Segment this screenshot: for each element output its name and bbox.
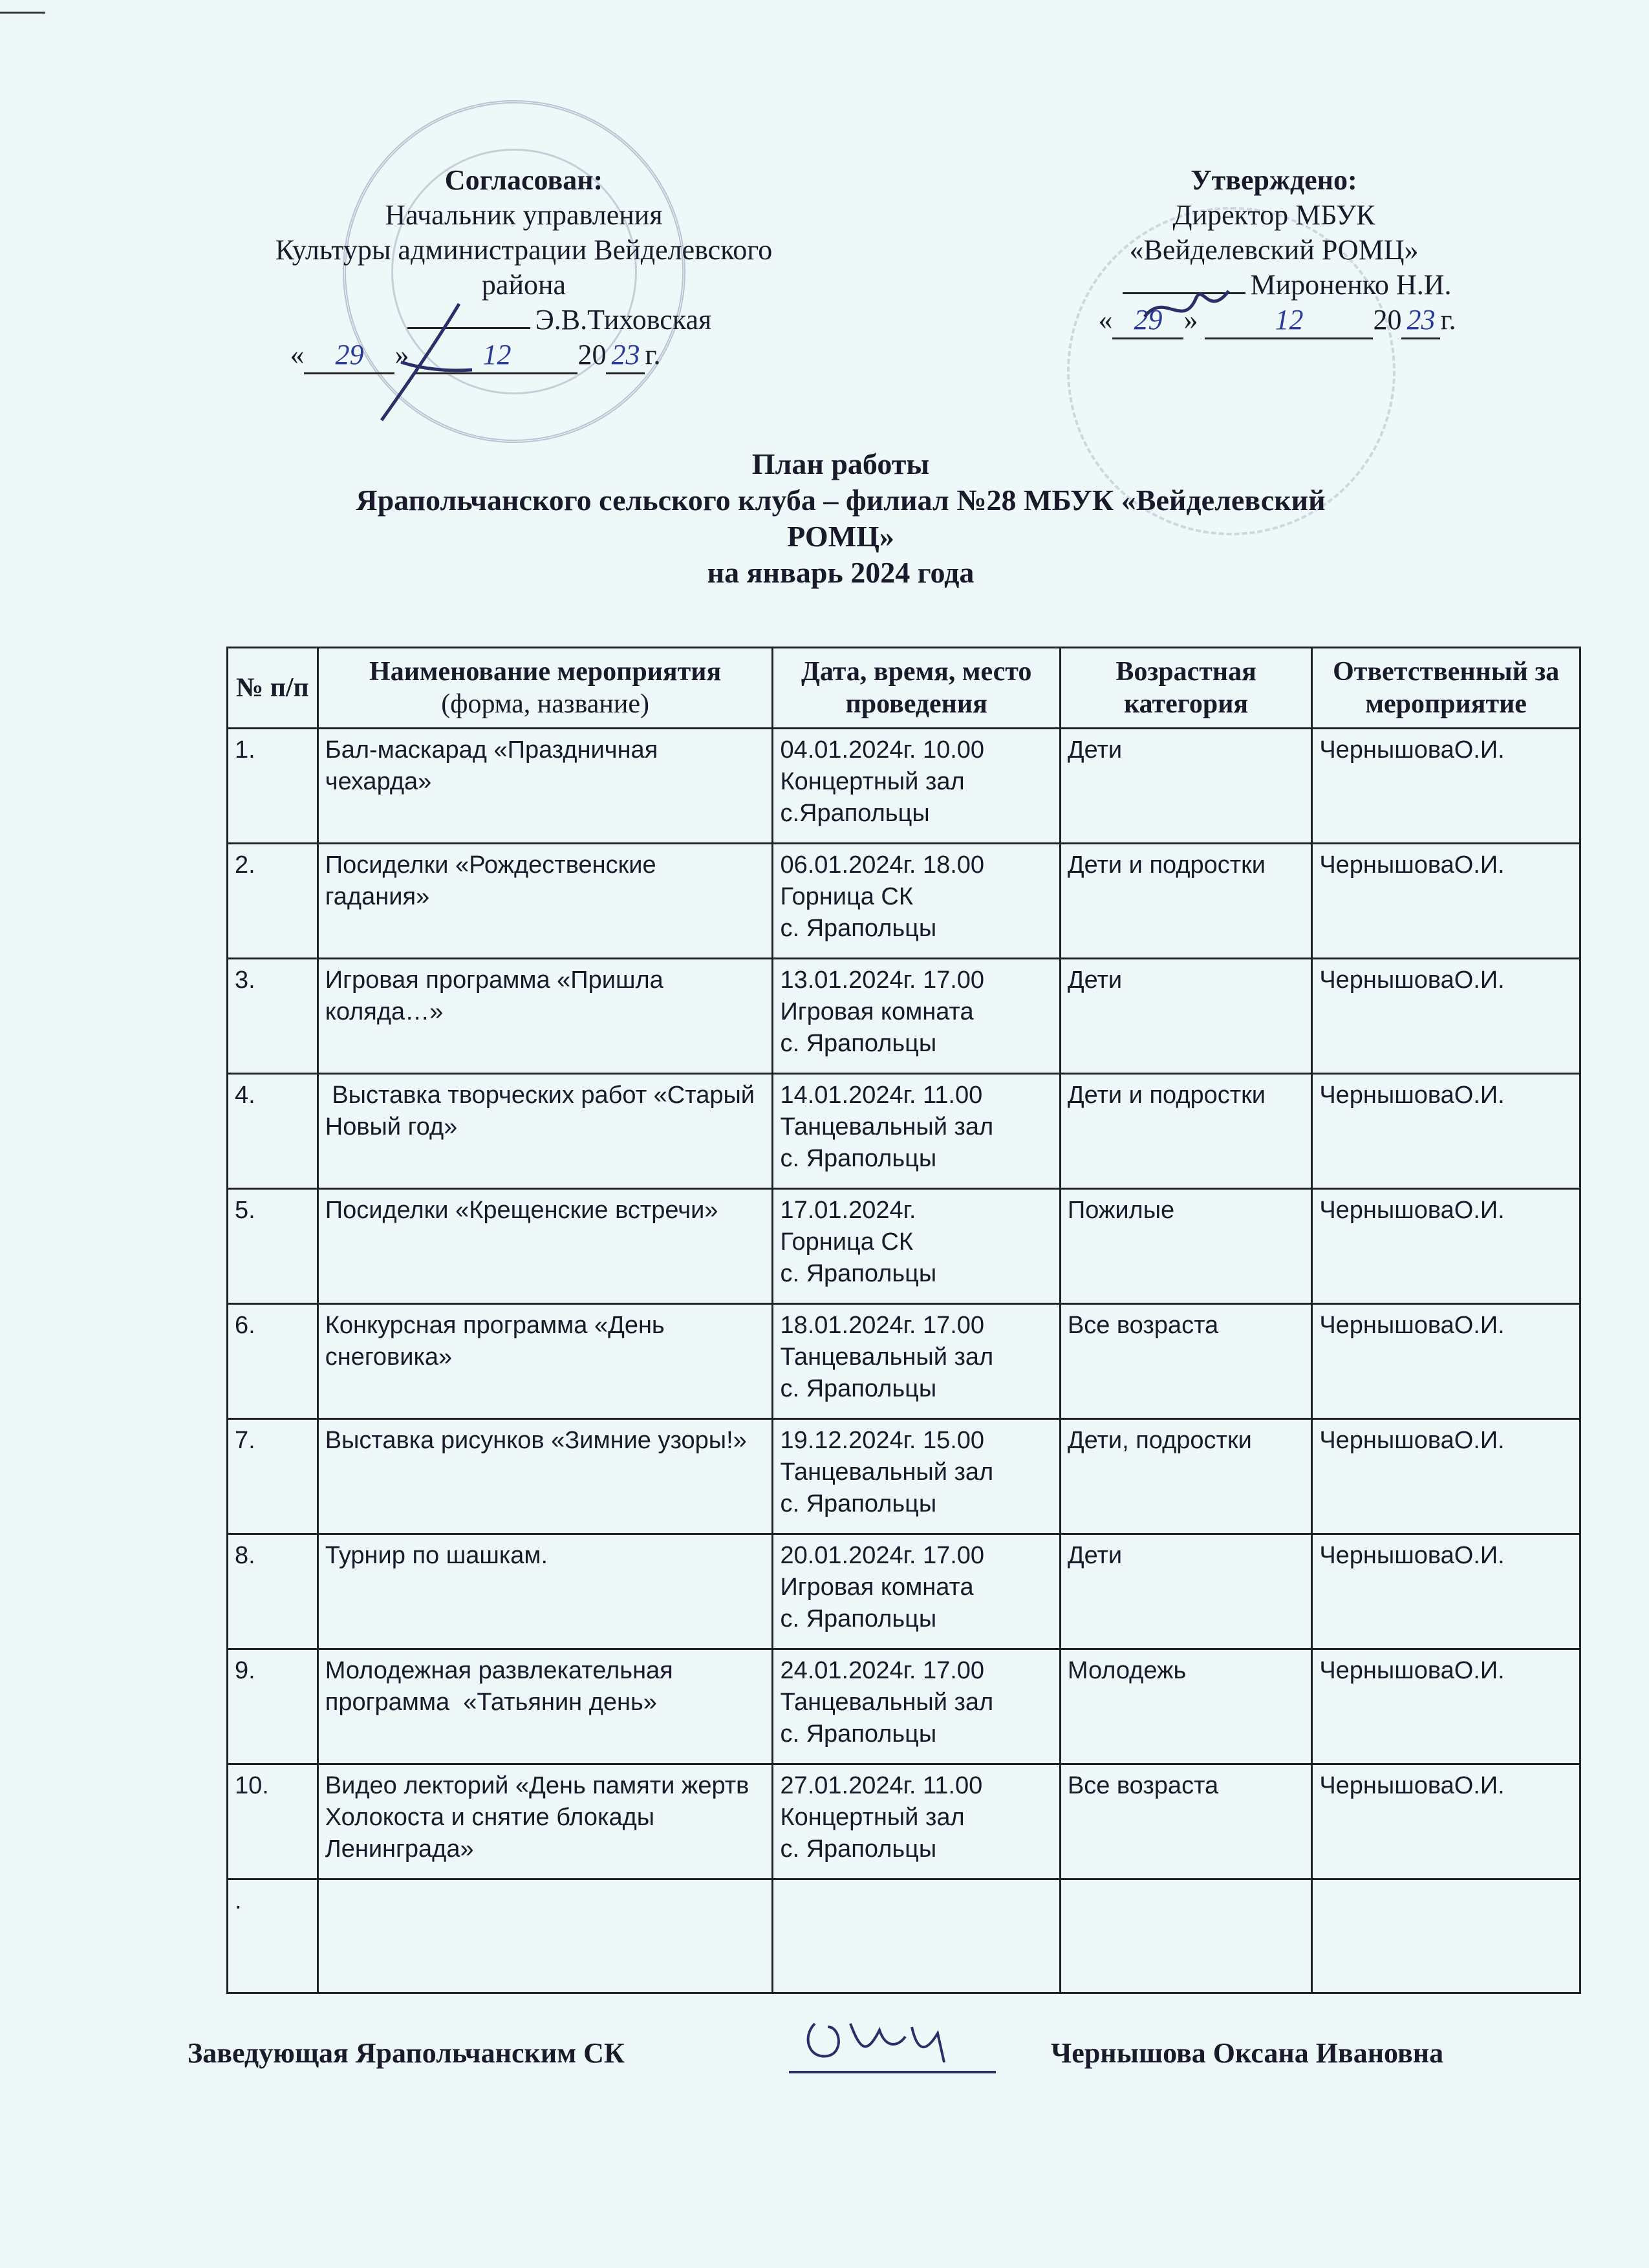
cell-responsible: ЧернышоваО.И. — [1312, 1189, 1580, 1304]
header-num: № п/п — [228, 648, 318, 729]
cell-village: с. Ярапольцы — [780, 1030, 937, 1057]
cell-responsible: ЧернышоваО.И. — [1312, 1534, 1580, 1649]
cell-village: с. Ярапольцы — [780, 1375, 937, 1402]
approval-line: «Вейделевский РОМЦ» — [1129, 234, 1419, 266]
cell-village: с. Ярапольцы — [780, 1720, 937, 1748]
cell-place: Танцевальный зал — [780, 1689, 994, 1716]
date-day: 29 — [1112, 303, 1183, 339]
cell-age: Молодежь — [1060, 1649, 1311, 1764]
cell-num: 8. — [228, 1534, 318, 1649]
cell-event-name: Выставка творческих работ «Старый Новый год» — [318, 1074, 773, 1189]
cell-village: с.Ярапольцы — [780, 800, 930, 827]
title-line-3: на январь 2024 года — [707, 556, 975, 589]
cell-date: 20.01.2024г. 17.00 — [780, 1542, 985, 1569]
table-row — [228, 1304, 1580, 1419]
cell-date-place — [773, 1189, 1060, 1304]
cell-village: с. Ярапольцы — [780, 1145, 937, 1172]
approval-block-approved — [1028, 163, 1520, 339]
cell-event-name: Посиделки «Крещенские встречи» — [318, 1189, 773, 1304]
cell-date: 13.01.2024г. 17.00 — [780, 967, 985, 994]
cell-num: 7. — [228, 1419, 318, 1534]
cell-village: с. Ярапольцы — [780, 1490, 937, 1517]
approval-date: « 29 » 12 20 23 г. — [1028, 303, 1520, 339]
cell-age: Все возраста — [1060, 1304, 1311, 1419]
cell-date: 27.01.2024г. 11.00 — [780, 1772, 983, 1799]
date-month: 12 — [1205, 303, 1373, 339]
cell-date: 19.12.2024г. 15.00 — [780, 1427, 985, 1454]
footer-name: Чернышова Оксана Ивановна — [1051, 2037, 1444, 2069]
events-body — [228, 729, 1580, 1993]
cell-date: 17.01.2024г. — [780, 1197, 916, 1224]
table-header-row — [228, 648, 1580, 729]
cell-age: Дети, подростки — [1060, 1419, 1311, 1534]
cell-responsible: ЧернышоваО.И. — [1312, 1074, 1580, 1189]
cell-village: с. Ярапольцы — [780, 915, 937, 942]
header-name-sub: (форма, название) — [441, 689, 649, 719]
date-year-suffix: 23 — [1401, 303, 1440, 339]
cell-age: Дети — [1060, 729, 1311, 844]
approval-date: « 29 » 12 20 23 г. — [194, 337, 854, 374]
cell-num: 6. — [228, 1304, 318, 1419]
cell-num: 5. — [228, 1189, 318, 1304]
cell-age: Пожилые — [1060, 1189, 1311, 1304]
approval-line: Начальник управления — [385, 199, 663, 231]
table-row — [228, 1074, 1580, 1189]
table-row — [228, 1419, 1580, 1534]
header-age: Возрастная категория — [1060, 648, 1311, 729]
cell-responsible: ЧернышоваО.И. — [1312, 1649, 1580, 1764]
date-year-suffix: 23 — [606, 337, 645, 374]
approval-signer: Э.В.Тиховская — [535, 304, 712, 336]
cell-date: 14.01.2024г. 11.00 — [780, 1082, 983, 1109]
cell-event-name: Выставка рисунков «Зимние узоры!» — [318, 1419, 773, 1534]
cell-event-name: Бал-маскарад «Праздничная чехарда» — [318, 729, 773, 844]
cell-event-name: Игровая программа «Пришла коляда…» — [318, 959, 773, 1074]
cell-place: Танцевальный зал — [780, 1113, 994, 1140]
cell-date-place — [773, 729, 1060, 844]
cell-responsible: ЧернышоваО.И. — [1312, 844, 1580, 959]
title-line-1: План работы — [751, 447, 930, 480]
approval-signer-line — [194, 303, 854, 337]
table-row — [228, 844, 1580, 959]
cell-date: 04.01.2024г. 10.00 — [780, 736, 985, 764]
cell-responsible: ЧернышоваО.И. — [1312, 729, 1580, 844]
cell-event-name: Молодежная развлекательная программа «Татьянин день» — [318, 1649, 773, 1764]
approval-signer: Мироненко Н.И. — [1250, 269, 1452, 301]
cell-num: 2. — [228, 844, 318, 959]
cell-place: Горница СК — [780, 1228, 914, 1256]
cell-responsible: ЧернышоваО.И. — [1312, 1419, 1580, 1534]
cell-responsible: ЧернышоваО.И. — [1312, 1304, 1580, 1419]
cell-age: Все возраста — [1060, 1764, 1311, 1879]
plan-title — [310, 446, 1371, 591]
cell-num: 3. — [228, 959, 318, 1074]
cell-place: Горница СК — [780, 883, 914, 910]
approval-block-agreed — [194, 163, 854, 374]
cell-date-place — [773, 1304, 1060, 1419]
cell-place: Концертный зал — [780, 768, 965, 795]
table-row-empty — [228, 1879, 1580, 1993]
cell-empty — [1312, 1879, 1580, 1993]
cell-empty — [773, 1879, 1060, 1993]
cell-date: 18.01.2024г. 17.00 — [780, 1312, 985, 1339]
title-line-2: Ярапольчанского сельского клуба – филиал №28 МБУК «Вейделевский РОМЦ» — [356, 484, 1326, 553]
cell-event-name: Видео лекторий «День памяти жертв Холокоста и снятие блокады Ленинграда» — [318, 1764, 773, 1879]
cell-age: Дети и подростки — [1060, 1074, 1311, 1189]
cell-responsible: ЧернышоваО.И. — [1312, 959, 1580, 1074]
cell-responsible: ЧернышоваО.И. — [1312, 1764, 1580, 1879]
events-table — [226, 647, 1581, 1994]
cell-place: Концертный зал — [780, 1804, 965, 1831]
table-row — [228, 1764, 1580, 1879]
cell-village: с. Ярапольцы — [780, 1835, 937, 1863]
cell-num: 1. — [228, 729, 318, 844]
cell-date-place — [773, 959, 1060, 1074]
table-row — [228, 1534, 1580, 1649]
date-month: 12 — [416, 337, 577, 374]
approval-line: Директор МБУК — [1172, 199, 1375, 231]
header-date: Дата, время, место проведения — [773, 648, 1060, 729]
approval-signer-line — [1028, 268, 1520, 303]
cell-village: с. Ярапольцы — [780, 1260, 937, 1287]
cell-age: Дети и подростки — [1060, 844, 1311, 959]
approval-line: района — [481, 269, 566, 301]
table-row — [228, 1649, 1580, 1764]
cell-date-place — [773, 1419, 1060, 1534]
cell-place: Игровая комната — [780, 998, 974, 1025]
cell-date: 24.01.2024г. 17.00 — [780, 1657, 985, 1684]
signature-left-icon — [362, 297, 504, 427]
cell-date-place — [773, 1074, 1060, 1189]
approval-heading: Утверждено: — [1191, 164, 1357, 196]
corner-scan-mark — [0, 12, 45, 14]
table-row — [228, 959, 1580, 1074]
table-row — [228, 729, 1580, 844]
cell-date-place — [773, 844, 1060, 959]
signature-right-icon — [1138, 278, 1235, 336]
table-row — [228, 1189, 1580, 1304]
cell-place: Игровая комната — [780, 1574, 974, 1601]
cell-event-name: Посиделки «Рождественские гадания» — [318, 844, 773, 959]
cell-num: 9. — [228, 1649, 318, 1764]
cell-village: с. Ярапольцы — [780, 1605, 937, 1632]
cell-event-name: Конкурсная программа «День снеговика» — [318, 1304, 773, 1419]
cell-num: 10. — [228, 1764, 318, 1879]
date-day: 29 — [304, 337, 394, 374]
header-name: Наименование мероприятия (форма, название) — [318, 648, 773, 729]
cell-date: 06.01.2024г. 18.00 — [780, 851, 985, 879]
approval-line: Культуры администрации Вейделевского — [275, 234, 773, 266]
cell-place: Танцевальный зал — [780, 1459, 994, 1486]
cell-event-name: Турнир по шашкам. — [318, 1534, 773, 1649]
cell-empty — [1060, 1879, 1311, 1993]
footer-position: Заведующая Ярапольчанским СК — [188, 2037, 625, 2069]
cell-age: Дети — [1060, 959, 1311, 1074]
cell-place: Танцевальный зал — [780, 1343, 994, 1371]
header-responsible: Ответственный за мероприятие — [1312, 648, 1580, 729]
signature-footer-icon — [789, 2011, 1002, 2082]
cell-empty — [318, 1879, 773, 1993]
cell-date-place — [773, 1534, 1060, 1649]
cell-date-place — [773, 1764, 1060, 1879]
cell-date-place — [773, 1649, 1060, 1764]
cell-age: Дети — [1060, 1534, 1311, 1649]
cell-empty: . — [228, 1879, 318, 1993]
approval-heading: Согласован: — [444, 164, 603, 196]
cell-num: 4. — [228, 1074, 318, 1189]
